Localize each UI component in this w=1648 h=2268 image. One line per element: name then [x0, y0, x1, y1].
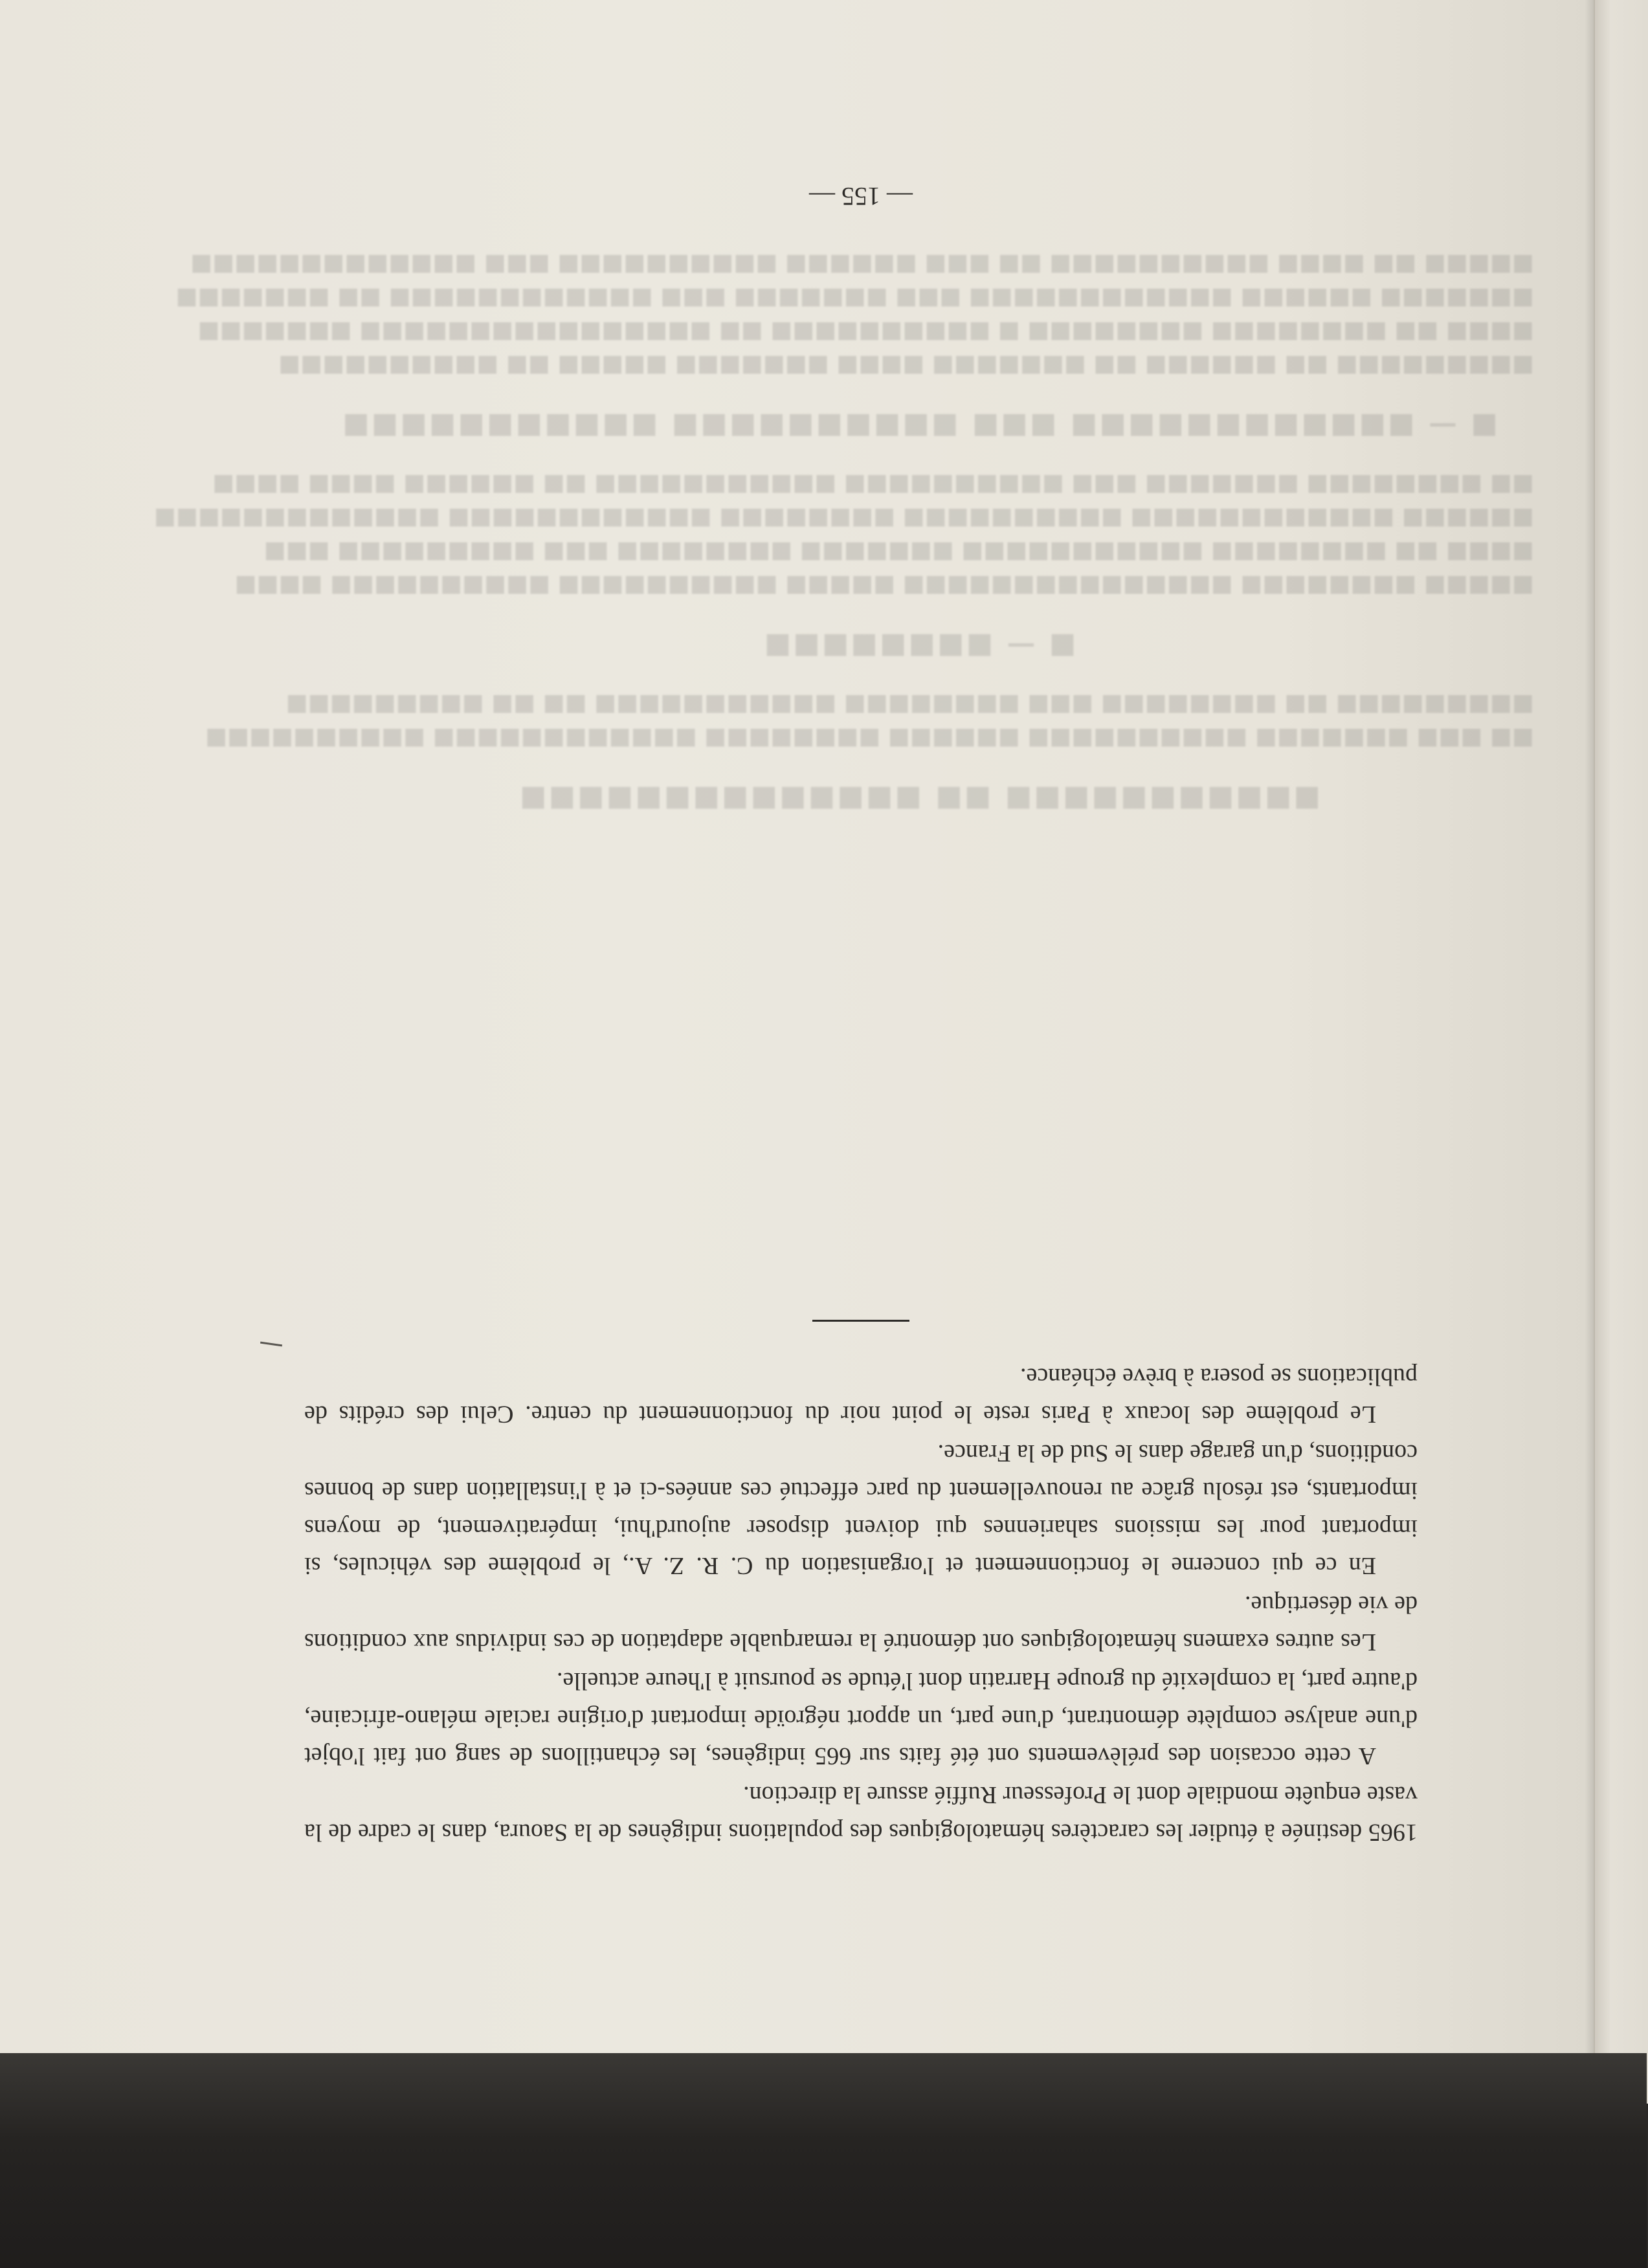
rotated-text-block [304, 181, 1418, 1851]
paragraph-4: En ce qui concerne le fonctionnement et l'organisation du C. R. Z. A., le problème des véhicules, si important pour les missions sahariennes qui doivent disposer aujourd'hui, impérativement, de moyens importants, est résolu grâce au renouvellement du parc effectué ces années-ci et à l'installation dans de bonnes conditions, d'un garage dans le Sud de la France. [304, 1440, 1418, 1579]
section-divider-rule [812, 1320, 909, 1322]
adjacent-sheet-edge [1594, 0, 1648, 2104]
bleed-through-texture: ■■■■■ ■■ ■■■■ ■■■■■■■■■■ ■■ ■■■ ■■■■■■ ■■■■■■■■■■ ■■■ ■■■■■■■■■■■■■ ■■■■■■■ ■■■■■■ ■■■■■■■■■■■■ ■■■ ■■■■■■■ ■■■ ■■■■■■■■■■■■ ■■ ■■■■■■■ ■■■■ ■■ ■■■■■■■■ ■■■■■■■■ ■ ■■■■■■■■■■ ■■ ■■■■■■■■■■■■■■■■ ■■■■■■■ ■■■■■■■■■ ■■ ■■■■■■ ■■ ■■■■■■■ ■■■■ ■■■■■■■ ■■■■■ ■■ ■■■■■■■■■■ ■ — ■■■■■■■■■■■■ ■■■ ■■■■■■■■■■ ■■■■■■■■■■■ ■■ ■■■■■■■■ ■■■■■■■ ■■■ ■■■■■■■■■■ ■■■■■■■■■■■ ■■ ■■■■■■ ■■■■ ■■■■ ■■■■■■ ■■■■■■■■■■■■ ■■■■■■■■■■ ■■■■■■■■ ■■■■■■■■■■■■ ■■■■■■■■■■■■■ ■■■■ ■■ ■■■■■■■■ ■■■■■■■■■■■ ■■■■■■■ ■■■■■■■■ ■■■ ■■■■■■■■■ ■■■ ■■■■■ ■■■■■■■■ ■■■■■■■■■■■■■■■ ■■■■■ ■■■■■■■■■■ ■■■■■■■■■■ ■■■■ ■ — ■■■■■■■■ ■■■■■■■■■ ■■ ■■■■■■■■ ■■■ ■■■■■■■■ ■■■■■■■■■■■ ■■ ■■ ■■■■■■■■■ ■■ ■■■ ■■■■■■■ ■■■■■■■■■■ ■■■■■■ ■■■■■■■■ ■■■■■■■■■■■■ ■■■■■■■■■■ ■■■■■■■■■■■ ■■ ■■■■■■■■■■■■■■ [153, 249, 1534, 812]
paragraph-1: 1965 destinée à étudier les caractères hématologiques des populations indigènes de la Saoura, dans le cadre de la vaste enquête mondiale dont le Professeur Ruffié assure la direction. [304, 1781, 1418, 1846]
paragraph-2: A cette occasion des prélèvements ont été faits sur 665 indigènes, les échantillons de sang ont fait l'objet d'une analyse complète démontrant, d'une part, un apport négroïde important d'origine raciale mélano-africaine, d'autre part, la complexité du groupe Harratin dont l'étude se poursuit à l'heure actuelle. [304, 1667, 1418, 1770]
margin-pencil-mark [260, 1342, 282, 1347]
paragraph-3: Les autres examens hématologiques ont démontré la remarquable adaptation de ces individus aux conditions de vie désertique. [304, 1591, 1418, 1656]
page-number: — 155 — [809, 182, 913, 211]
scanner-background [0, 2053, 1647, 2268]
paragraph-5: Le problème des locaux à Paris reste le point noir du fonctionnement du centre. Celui des crédits de publications se posera à brève échéance. [304, 1363, 1418, 1428]
